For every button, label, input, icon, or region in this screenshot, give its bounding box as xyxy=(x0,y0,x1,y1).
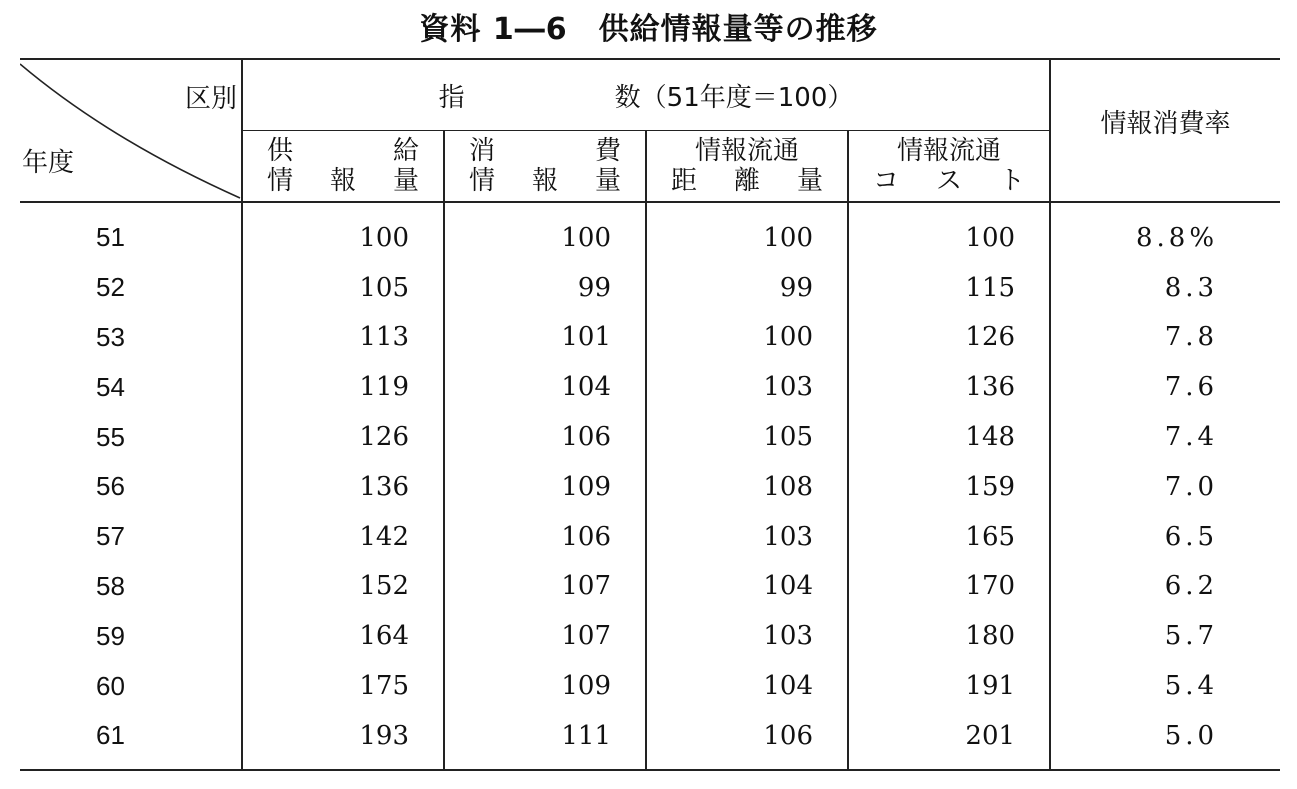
cell-year: 59 xyxy=(20,611,242,661)
cell-consumption: 106 xyxy=(444,512,646,562)
cell-cost: 165 xyxy=(848,512,1050,562)
cell-cost: 100 xyxy=(848,202,1050,263)
cell-supply: 136 xyxy=(242,462,444,512)
table-row xyxy=(20,711,1280,770)
col-header-text: 給 xyxy=(392,136,419,166)
data-table xyxy=(20,58,1280,771)
cell-supply: 175 xyxy=(242,661,444,711)
col-header-text: 情 xyxy=(469,166,496,196)
cell-consumption: 100 xyxy=(444,202,646,263)
cell-cost: 159 xyxy=(848,462,1050,512)
cell-consumption: 107 xyxy=(444,562,646,612)
col-header-text: 報 xyxy=(531,166,558,196)
cell-supply: 105 xyxy=(242,263,444,313)
cell-cost: 115 xyxy=(848,263,1050,313)
cell-distance: 105 xyxy=(646,412,848,462)
cell-rate: 5.4 xyxy=(1164,671,1219,702)
table-row xyxy=(20,661,1280,711)
cell-supply: 164 xyxy=(242,611,444,661)
cell-year: 57 xyxy=(20,512,242,562)
table-row xyxy=(20,412,1280,462)
cell-year: 55 xyxy=(20,412,242,462)
col-header-text: 情報流通 xyxy=(897,136,1002,166)
cell-consumption: 109 xyxy=(444,462,646,512)
cell-consumption: 111 xyxy=(444,711,646,770)
cell-rate: 7.8 xyxy=(1164,322,1219,353)
cell-supply: 126 xyxy=(242,412,444,462)
col-header-text: ス xyxy=(936,166,963,196)
table-row xyxy=(20,611,1280,661)
cell-rate: 5.0 xyxy=(1050,711,1280,770)
col-header-text: ト xyxy=(999,166,1026,196)
index-group-label-a: 指 xyxy=(438,82,465,113)
cell-year: 52 xyxy=(20,263,242,313)
corner-header-cell xyxy=(20,59,242,202)
cell-cost: 148 xyxy=(848,412,1050,462)
cell-cost: 191 xyxy=(848,661,1050,711)
col-header-text: 報 xyxy=(329,166,356,196)
cell-consumption: 107 xyxy=(444,611,646,661)
cell-distance: 104 xyxy=(646,562,848,612)
cell-consumption: 99 xyxy=(444,263,646,313)
cell-supply: 193 xyxy=(242,711,444,770)
cell-rate: 5.7 xyxy=(1164,621,1219,652)
cell-distance: 103 xyxy=(646,512,848,562)
cell-consumption: 109 xyxy=(444,661,646,711)
cell-year: 56 xyxy=(20,462,242,512)
col-header-supply xyxy=(242,131,444,203)
col-header-text: 消 xyxy=(469,136,496,166)
col-header-text: 費 xyxy=(594,136,621,166)
cell-supply: 119 xyxy=(242,362,444,412)
cell-distance: 103 xyxy=(646,611,848,661)
cell-distance: 108 xyxy=(646,462,848,512)
cell-consumption: 106 xyxy=(444,412,646,462)
col-header-text: 量 xyxy=(594,166,621,196)
table-row xyxy=(20,202,1280,263)
col-header-text: 量 xyxy=(392,166,419,196)
cell-year: 58 xyxy=(20,562,242,612)
table-row xyxy=(20,362,1280,412)
corner-label-category: 区別 xyxy=(184,84,237,114)
col-header-distance xyxy=(646,131,848,203)
table-row xyxy=(20,512,1280,562)
cell-distance: 103 xyxy=(646,362,848,412)
col-header-text: 離 xyxy=(733,166,760,196)
cell-rate: 7.4 xyxy=(1164,422,1219,453)
col-header-text: コ xyxy=(873,166,900,196)
table-row xyxy=(20,562,1280,612)
cell-cost: 201 xyxy=(848,711,1050,770)
cell-rate: 7.0 xyxy=(1164,471,1219,502)
cell-rate: 6.5 xyxy=(1164,521,1219,552)
cell-distance: 106 xyxy=(646,711,848,770)
cell-rate: 8.8% xyxy=(1135,222,1219,253)
cell-year: 51 xyxy=(20,202,242,263)
cell-distance: 99 xyxy=(646,263,848,313)
cell-rate: 8.3 xyxy=(1164,272,1219,303)
cell-cost: 180 xyxy=(848,611,1050,661)
cell-supply: 113 xyxy=(242,313,444,363)
index-group-label-b: 数（51年度＝100） xyxy=(614,82,854,113)
cell-rate: 6.2 xyxy=(1164,571,1219,602)
cell-distance: 100 xyxy=(646,313,848,363)
cell-cost: 136 xyxy=(848,362,1050,412)
cell-rate: 7.6 xyxy=(1164,372,1219,403)
cell-consumption: 101 xyxy=(444,313,646,363)
cell-year: 54 xyxy=(20,362,242,412)
cell-distance: 100 xyxy=(646,202,848,263)
cell-consumption: 104 xyxy=(444,362,646,412)
col-header-cost xyxy=(848,131,1050,203)
col-header-text: 情 xyxy=(267,166,294,196)
table-row xyxy=(20,462,1280,512)
col-header-text: 距 xyxy=(671,166,698,196)
col-header-consumption xyxy=(444,131,646,203)
cell-distance: 104 xyxy=(646,661,848,711)
table-row xyxy=(20,263,1280,313)
cell-year: 60 xyxy=(20,661,242,711)
rate-column-header: 情報消費率 xyxy=(1050,59,1280,202)
cell-year: 53 xyxy=(20,313,242,363)
col-header-text: 量 xyxy=(796,166,823,196)
cell-supply: 100 xyxy=(242,202,444,263)
cell-cost: 170 xyxy=(848,562,1050,612)
cell-cost: 126 xyxy=(848,313,1050,363)
corner-label-year: 年度 xyxy=(22,148,75,178)
cell-supply: 152 xyxy=(242,562,444,612)
cell-supply: 142 xyxy=(242,512,444,562)
index-group-header xyxy=(242,59,1050,131)
page-title: 資料 1―6 供給情報量等の推移 xyxy=(419,12,878,47)
col-header-text: 供 xyxy=(267,136,294,166)
table-row xyxy=(20,313,1280,363)
cell-year: 61 xyxy=(20,711,242,770)
col-header-text: 情報流通 xyxy=(694,136,799,166)
